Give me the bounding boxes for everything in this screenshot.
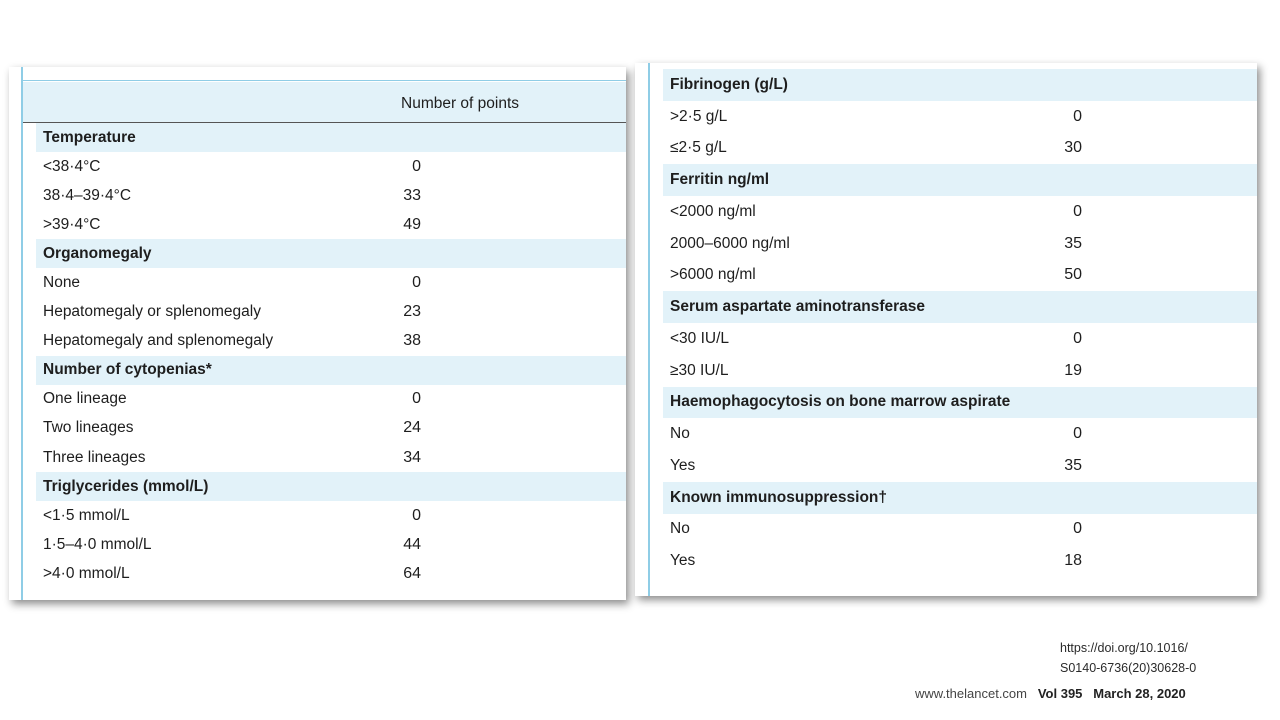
- journal-footer: [915, 686, 1186, 701]
- criterion-label: >4·0 mmol/L: [43, 564, 130, 582]
- criterion-label: >39·4°C: [43, 215, 101, 233]
- category-row: [663, 387, 1257, 419]
- category-label: Number of cytopenias*: [43, 361, 212, 379]
- criterion-label: <30 IU/L: [670, 329, 730, 347]
- points-value: 0: [1073, 425, 1082, 443]
- category-row: [36, 123, 626, 152]
- left-table-body: [36, 123, 626, 589]
- category-label: Organomegaly: [43, 244, 152, 262]
- points-value: 50: [1064, 266, 1082, 284]
- table-row: [663, 133, 1257, 165]
- criterion-label: No: [670, 425, 690, 443]
- points-value: 64: [403, 564, 421, 582]
- criterion-label: >2·5 g/L: [670, 107, 728, 125]
- points-value: 35: [1064, 456, 1082, 474]
- points-value: 0: [1073, 520, 1082, 538]
- table-row: [663, 260, 1257, 292]
- table-row: [36, 268, 626, 297]
- table-row: [663, 196, 1257, 228]
- category-label: Fibrinogen (g/L): [670, 75, 788, 93]
- category-row: [36, 472, 626, 501]
- points-value: 0: [412, 390, 421, 408]
- table-border-line: [21, 67, 23, 600]
- table-header: [23, 82, 626, 123]
- points-value: 0: [412, 274, 421, 292]
- category-label: Triglycerides (mmol/L): [43, 477, 209, 495]
- table-row: [663, 101, 1257, 133]
- category-label: Temperature: [43, 128, 136, 146]
- points-value: 38: [403, 332, 421, 350]
- doi-line-2: S0140-6736(20)30628-0: [1060, 661, 1197, 675]
- table-top-rule: [21, 80, 626, 81]
- table-row: [36, 385, 626, 414]
- criterion-label: <2000 ng/ml: [670, 202, 756, 220]
- category-row: [663, 291, 1257, 323]
- journal-date: March 28, 2020: [1093, 686, 1186, 701]
- criterion-label: Hepatomegaly and splenomegaly: [43, 332, 274, 350]
- table-row: [36, 443, 626, 472]
- points-value: 19: [1064, 361, 1082, 379]
- journal-site[interactable]: www.thelancet.com: [915, 686, 1027, 701]
- table-row: [36, 501, 626, 530]
- points-value: 33: [403, 186, 421, 204]
- table-row: [36, 210, 626, 239]
- criterion-label: None: [43, 274, 81, 292]
- criterion-label: ≤2·5 g/L: [670, 139, 727, 157]
- points-value: 0: [1073, 329, 1082, 347]
- table-row: [36, 414, 626, 443]
- criterion-label: Yes: [670, 552, 696, 570]
- table-border-line: [648, 63, 650, 596]
- points-value: 30: [1064, 139, 1082, 157]
- table-row: [663, 450, 1257, 482]
- points-value: 49: [403, 215, 421, 233]
- points-value: 35: [1064, 234, 1082, 252]
- table-row: [36, 298, 626, 327]
- criterion-label: One lineage: [43, 390, 127, 408]
- table-row: [36, 559, 626, 588]
- criterion-label: Hepatomegaly or splenomegaly: [43, 303, 261, 321]
- doi-reference[interactable]: [1060, 638, 1196, 678]
- criterion-label: 1·5–4·0 mmol/L: [43, 535, 152, 553]
- criterion-label: Three lineages: [43, 448, 146, 466]
- right-table-panel: [635, 63, 1257, 596]
- criterion-label: >6000 ng/ml: [670, 266, 756, 284]
- points-value: 24: [403, 419, 421, 437]
- criterion-label: 2000–6000 ng/ml: [670, 234, 790, 252]
- points-value: 0: [412, 157, 421, 175]
- points-value: 44: [403, 535, 421, 553]
- category-row: [36, 356, 626, 385]
- journal-volume: Vol 395: [1037, 686, 1083, 701]
- criterion-label: <1·5 mmol/L: [43, 506, 130, 524]
- table-row: [663, 323, 1257, 355]
- table-row: [663, 228, 1257, 260]
- criterion-label: Yes: [670, 456, 696, 474]
- category-row: [663, 482, 1257, 514]
- criterion-label: 38·4–39·4°C: [43, 186, 132, 204]
- points-value: 0: [1073, 107, 1082, 125]
- table-row: [36, 152, 626, 181]
- criterion-label: No: [670, 520, 690, 538]
- category-label: Ferritin ng/ml: [670, 171, 770, 189]
- table-row: [36, 530, 626, 559]
- category-row: [663, 69, 1257, 101]
- category-row: [36, 239, 626, 268]
- table-row: [663, 514, 1257, 546]
- criterion-label: ≥30 IU/L: [670, 361, 729, 379]
- table-row: [36, 327, 626, 356]
- category-label: Serum aspartate aminotransferase: [670, 298, 926, 316]
- points-value: 0: [1073, 202, 1082, 220]
- points-value: 34: [403, 448, 421, 466]
- criterion-label: <38·4°C: [43, 157, 101, 175]
- right-table-body: [663, 69, 1257, 577]
- points-value: 18: [1064, 552, 1082, 570]
- points-value: 23: [403, 303, 421, 321]
- table-row: [36, 181, 626, 210]
- left-table-panel: [9, 67, 626, 600]
- category-label: Known immunosuppression†: [670, 488, 888, 506]
- table-row: [663, 418, 1257, 450]
- points-value: 0: [412, 506, 421, 524]
- category-row: [663, 164, 1257, 196]
- doi-line-1: https://doi.org/10.1016/: [1060, 641, 1188, 655]
- table-row: [663, 545, 1257, 577]
- points-column-header: Number of points: [401, 95, 520, 112]
- category-label: Haemophagocytosis on bone marrow aspirate: [670, 393, 1011, 411]
- table-row: [663, 355, 1257, 387]
- criterion-label: Two lineages: [43, 419, 134, 437]
